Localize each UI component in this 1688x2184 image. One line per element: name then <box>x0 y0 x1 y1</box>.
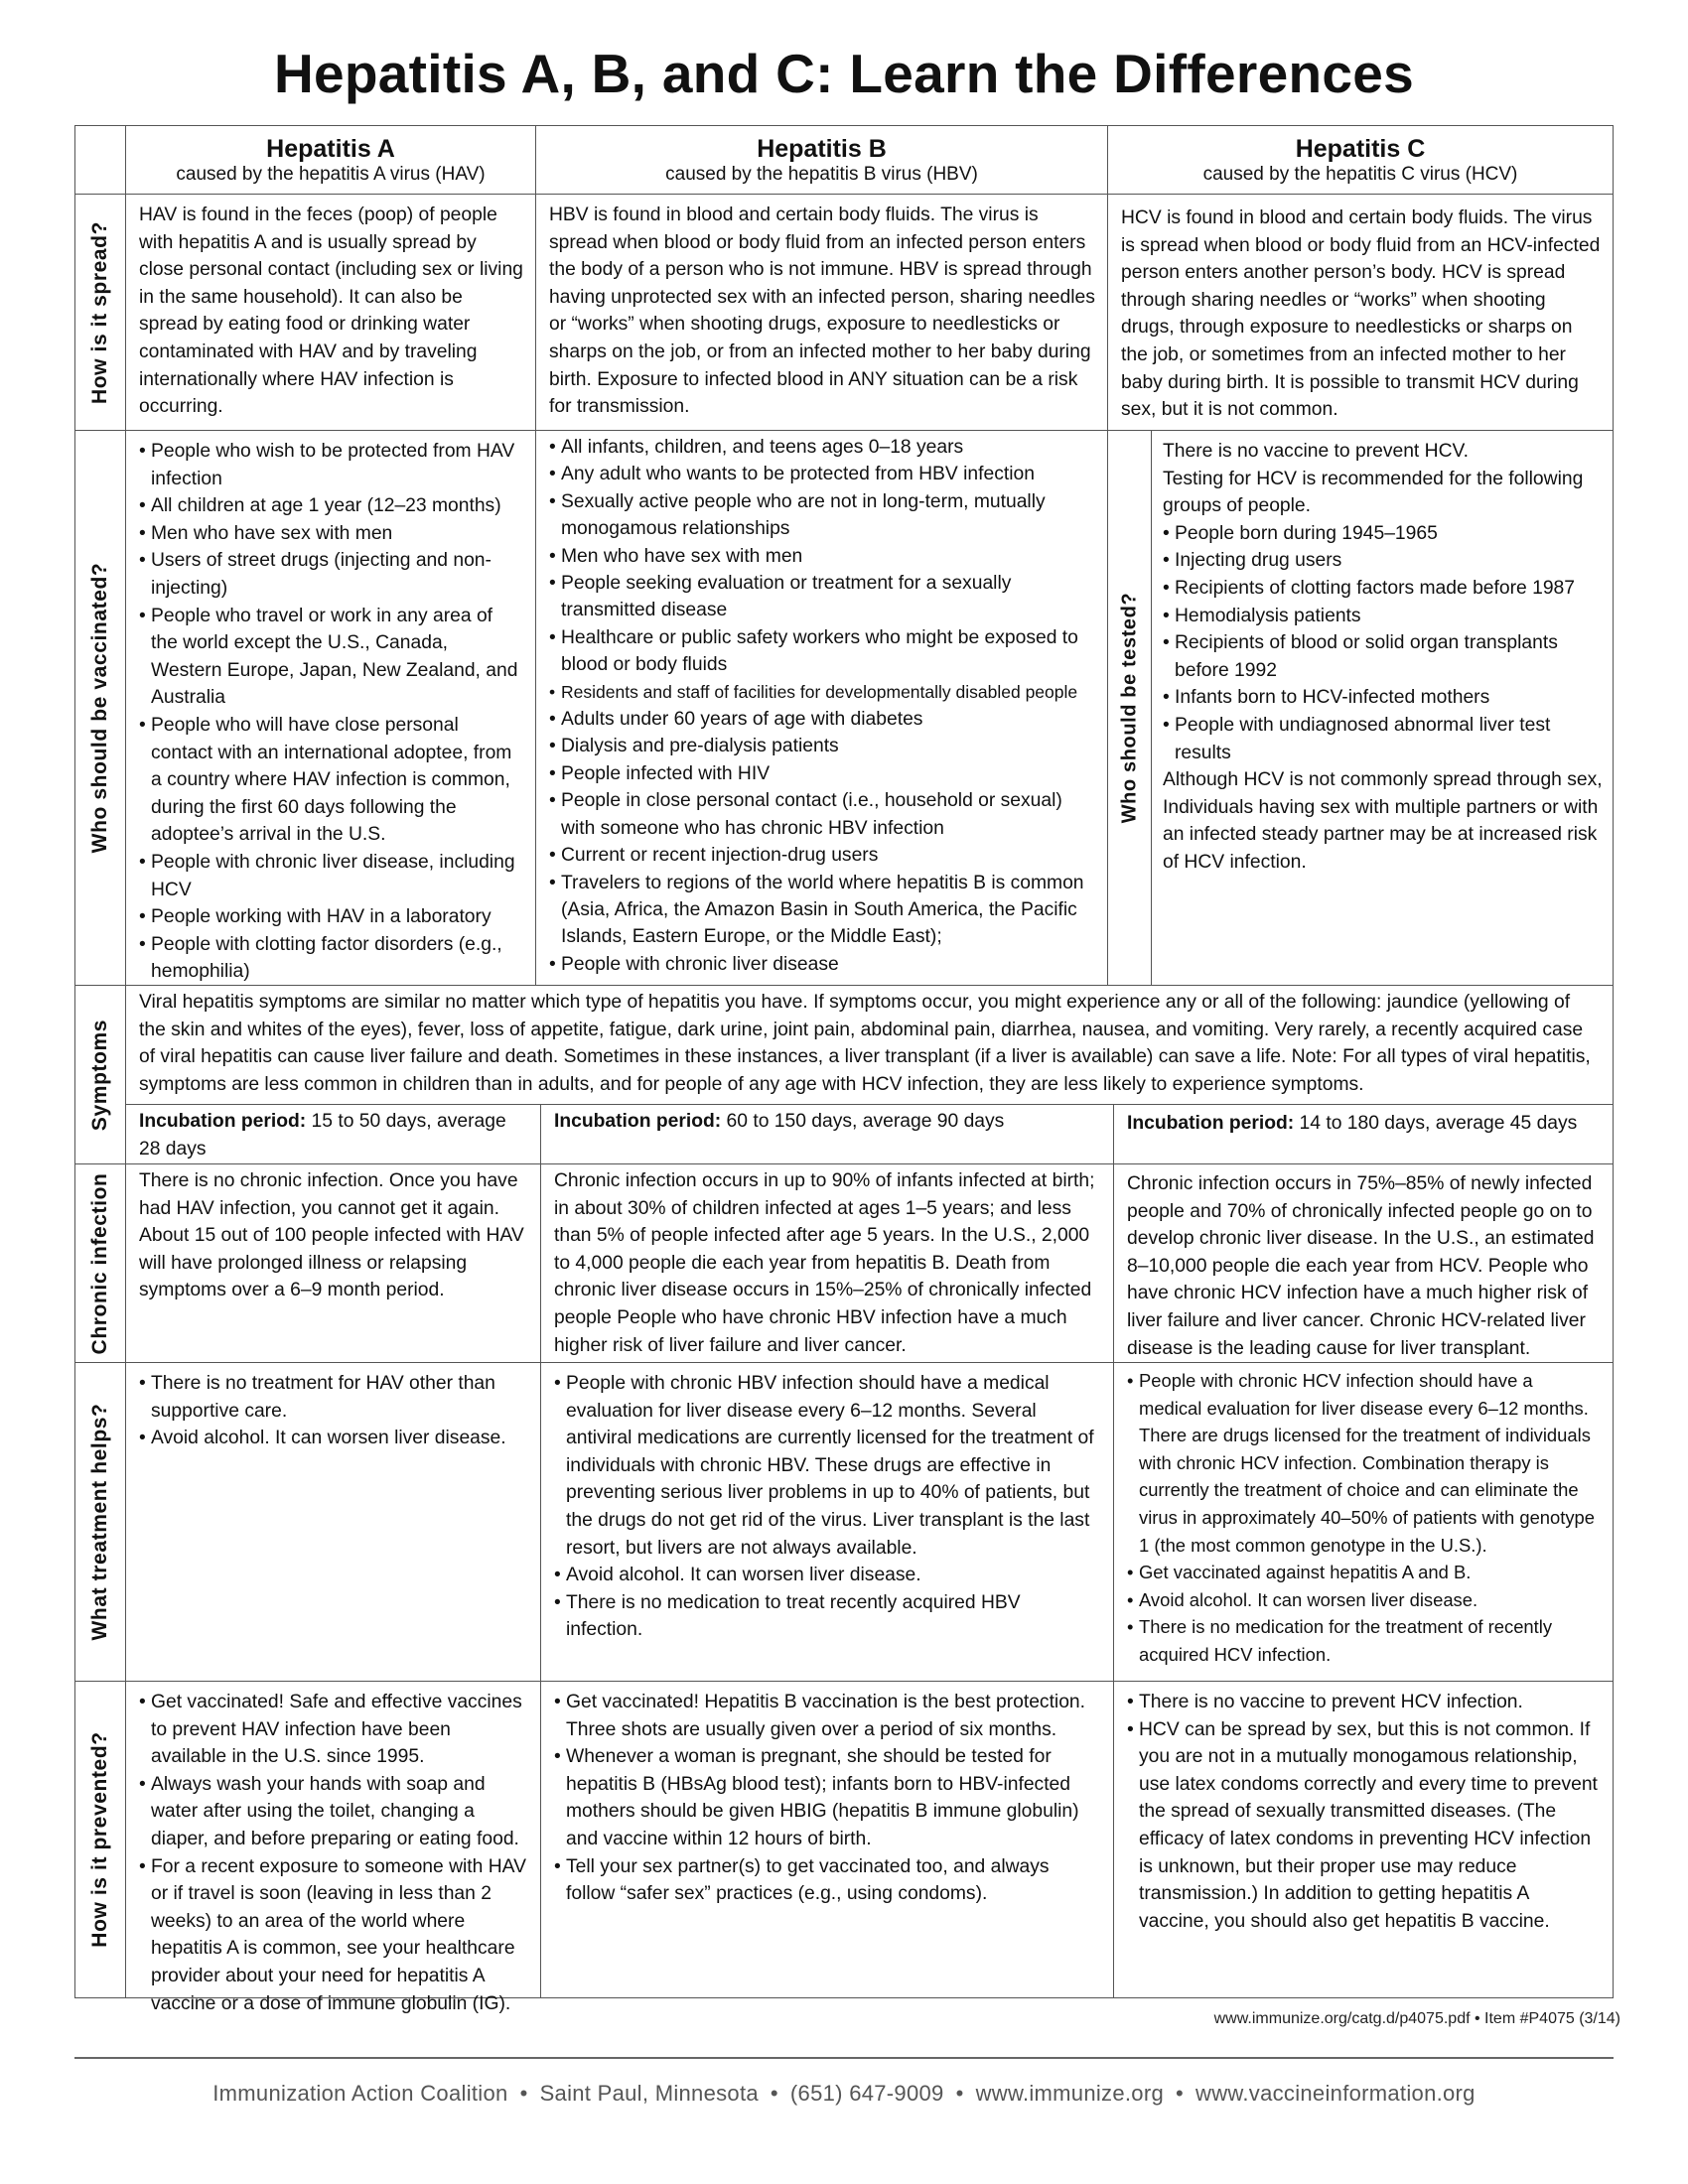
chronic-hep-b: Chronic infection occurs in up to 90% of infants infected at birth; in about 30% of children infected at ages 1–5 years; and less than 5% of people infected after age 5 years. In the U.S., 2,000 to 4,000 people die each year from hepatitis B. Death from chronic liver disease occurs in 15%–25% of chronically infected people People who have chronic HBV infection have a much higher risk of liver failure and liver cancer. <box>540 1163 1114 1363</box>
chronic-hep-a: There is no chronic infection. Once you have had HAV infection, you cannot get it again. About 15 out of 100 people infected with HAV will have prolonged illness or relapsing symptoms over a 6–9 month period. <box>125 1163 541 1363</box>
column-header-hep-b <box>535 125 1108 195</box>
sub-label-tested: Who should be tested? <box>1107 430 1152 986</box>
list-item: • There is no medication to treat recently acquired HBV infection. <box>554 1589 1101 1644</box>
list-item: • People with undiagnosed abnormal liver test results <box>1163 712 1605 766</box>
list-item: • Residents and staff of facilities for developmentally disabled people <box>549 679 1095 706</box>
list-item: • There is no medication for the treatment of recently acquired HCV infection. <box>1127 1613 1601 1668</box>
list-item: • Recipients of clotting factors made before 1987 <box>1163 575 1605 603</box>
column-title: Hepatitis C <box>1295 135 1426 163</box>
prevented-hep-c <box>1113 1681 1614 1998</box>
tested-intro: Testing for HCV is recommended for the following groups of people. <box>1163 468 1584 517</box>
list-item: • Sexually active people who are not in long-term, mutually monogamous relationships <box>549 488 1095 543</box>
vaccinated-hep-a <box>125 430 536 986</box>
list-item: • Infants born to HCV-infected mothers <box>1163 684 1605 712</box>
list-item: • People with chronic HBV infection should have a medical evaluation for liver disease every 6–12 months. Several antiviral medications are currently licensed for the treatment of individuals with chronic HBV. These drugs are effective in preventing serious liver problems in up to 40% of patients, but the drugs do not get rid of the virus. Liver transplant is the last resort, but livers are not always available. <box>554 1370 1101 1562</box>
list-item: • Get vaccinated! Hepatitis B vaccination is the best protection. Three shots are usually given over a period of six months. <box>554 1689 1101 1743</box>
treatment-hep-a <box>125 1362 541 1682</box>
list-item: • Avoid alcohol. It can worsen liver disease. <box>554 1562 1101 1589</box>
organization-name: Immunization Action Coalition <box>212 2081 508 2106</box>
list-item: • People who wish to be protected from HAV infection <box>139 438 523 492</box>
list-item: • Get vaccinated! Safe and effective vaccines to prevent HAV infection have been available in the U.S. since 1995. <box>139 1689 528 1771</box>
list-item: • People with clotting factor disorders (e.g., hemophilia) <box>139 931 523 986</box>
column-header-hep-c <box>1107 125 1614 195</box>
list-item: • Dialysis and pre-dialysis patients <box>549 733 1095 759</box>
list-item: • Travelers to regions of the world where hepatitis B is common (Asia, Africa, the Amazon Basin in South America, the Pacific Islands, Eastern Europe, or the Middle East); <box>549 870 1095 951</box>
list-item: • Avoid alcohol. It can worsen liver disease. <box>139 1425 528 1452</box>
list-item: • People working with HAV in a laboratory <box>139 903 523 931</box>
footer-contact-line: Immunization Action Coalition • Saint Paul, Minnesota • (651) 647-9009 • www.immunize.org • www.vaccineinformation.org <box>212 2081 1476 2106</box>
list-item: • Any adult who wants to be protected from HBV infection <box>549 461 1095 487</box>
list-item: • Avoid alcohol. It can worsen liver disease. <box>1127 1586 1601 1614</box>
list-item: • People seeking evaluation or treatment for a sexually transmitted disease <box>549 570 1095 624</box>
list-item: • All infants, children, and teens ages 0–18 years <box>549 434 1095 461</box>
list-item: • People infected with HIV <box>549 760 1095 787</box>
list-item: • People with chronic HCV infection should have a medical evaluation for liver disease every 6–12 months. There are drugs licensed for the treatment of individuals with chronic HCV infection. Combination therapy is currently the treatment of choice and can eliminate the virus in approximately 40–50% of patients with genotype 1 (the most common genotype in the U.S.). <box>1127 1367 1601 1559</box>
tested-hep-c <box>1151 430 1614 986</box>
list-item: • People who travel or work in any area of the world except the U.S., Canada, Western Europe, Japan, New Zealand, and Australia <box>139 603 523 712</box>
symptoms-text: Viral hepatitis symptoms are similar no matter which type of hepatitis you have. If symptoms occur, you might experience any or all of the following: jaundice (yellowing of the skin and whites of the eyes), fever, loss of appetite, fatigue, dark urine, joint pain, abdominal pain, diarrhea, nausea, and vomiting. Very rarely, a recently acquired case of viral hepatitis can cause liver failure and death. Sometimes in these instances, a liver transplant (if a liver is available) can save a life. Note: For all types of viral hepatitis, symptoms are less common in children than in adults, and for people of any age with HCV infection, they are less likely to experience symptoms. <box>125 985 1614 1105</box>
website-link[interactable]: www.vaccineinformation.org <box>1196 2081 1476 2106</box>
list-item: • Tell your sex partner(s) to get vaccinated too, and always follow “safer sex” practices (e.g., using condoms). <box>554 1853 1101 1908</box>
row-label-vaccinated: Who should be vaccinated? <box>74 430 126 986</box>
list-item: • People born during 1945–1965 <box>1163 520 1605 548</box>
list-item: • Users of street drugs (injecting and non-injecting) <box>139 547 523 602</box>
column-subtitle: caused by the hepatitis A virus (HAV) <box>176 164 486 185</box>
tested-intro: There is no vaccine to prevent HCV. <box>1163 441 1469 462</box>
prevented-hep-a <box>125 1681 541 2014</box>
document-url-and-item-number: www.immunize.org/catg.d/p4075.pdf • Item #P4075 (3/14) <box>1213 2010 1620 2027</box>
list-item: • HCV can be spread by sex, but this is not common. If you are not in a mutually monogamous relationship, use latex condoms correctly and every time to prevent the spread of sexually transmitted diseases. (The efficacy of latex condoms in preventing HCV infection is unknown, but their proper use may reduce transmission.) In addition to getting hepatitis A vaccine, you should also get hepatitis B vaccine. <box>1127 1716 1601 1936</box>
column-title: Hepatitis A <box>266 135 395 163</box>
spread-hep-a: HAV is found in the feces (poop) of people with hepatitis A and is usually spread by close personal contact (including sex or living in the same household). It can also be spread by eating food or drinking water contaminated with HAV and by traveling internationally where HAV infection is occurring. <box>125 194 536 431</box>
list-item: • Men who have sex with men <box>549 543 1095 570</box>
incubation-value: 15 to 50 days, average 28 days <box>139 1111 506 1160</box>
list-item: • Injecting drug users <box>1163 547 1605 575</box>
city: Saint Paul, Minnesota <box>539 2081 759 2106</box>
list-item: • There is no treatment for HAV other than supportive care. <box>139 1370 528 1425</box>
incubation-value: 60 to 150 days, average 90 days <box>726 1111 1005 1132</box>
page-title: Hepatitis A, B, and C: Learn the Differences <box>273 43 1415 104</box>
header-corner <box>74 125 126 195</box>
row-label-treatment: What treatment helps? <box>74 1362 126 1682</box>
row-label-prevented: How is it prevented? <box>74 1681 126 1998</box>
prevented-hep-b <box>540 1681 1114 1998</box>
list-item: • Healthcare or public safety workers who might be exposed to blood or body fluids <box>549 624 1095 679</box>
spread-hep-c: HCV is found in blood and certain body fluids. The virus is spread when blood or body fluid from an HCV-infected person enters another person’s body. HCV is spread through sharing needles or “works” when shooting drugs, through exposure to needlesticks or sharps on the job, or sometimes from an infected mother to her baby during birth. It is possible to transmit HCV during sex, but it is not common. <box>1107 194 1614 431</box>
list-item: • Always wash your hands with soap and water after using the toilet, changing a diaper, and before preparing or eating food. <box>139 1771 528 1853</box>
list-item: • People with chronic liver disease, including HCV <box>139 849 523 903</box>
column-subtitle: caused by the hepatitis B virus (HBV) <box>665 164 978 185</box>
treatment-hep-c <box>1113 1362 1614 1682</box>
column-subtitle: caused by the hepatitis C virus (HCV) <box>1202 164 1518 185</box>
list-item: • Adults under 60 years of age with diabetes <box>549 706 1095 733</box>
spread-hep-b: HBV is found in blood and certain body fluids. The virus is spread when blood or body fluid from an infected person enters the body of a person who is not immune. HBV is spread through having unprotected sex with an infected person, sharing needles or “works” when shooting drugs, exposure to needlesticks or sharps on the job, or from an infected mother to her baby during birth. Exposure to infected blood in ANY situation can be a risk for transmission. <box>535 194 1108 431</box>
row-label-chronic: Chronic infection <box>74 1163 126 1363</box>
list-item: • For a recent exposure to someone with HAV or if travel is soon (leaving in less than 2 weeks) to an area of the world where hepatitis A is common, see your healthcare provider about your need for hepatitis A vaccine or a dose of immune globulin (IG). <box>139 1853 528 2018</box>
list-item: • Hemodialysis patients <box>1163 603 1605 630</box>
incubation-label: Incubation period: <box>139 1111 307 1132</box>
column-header-hep-a <box>125 125 536 195</box>
incubation-label: Incubation period: <box>1127 1113 1295 1134</box>
website-link[interactable]: www.immunize.org <box>975 2081 1164 2106</box>
column-title: Hepatitis B <box>757 135 887 163</box>
treatment-hep-b <box>540 1362 1114 1682</box>
list-item: • Recipients of blood or solid organ transplants before 1992 <box>1163 629 1605 684</box>
chronic-hep-c: Chronic infection occurs in 75%–85% of newly infected people and 70% of chronically infected people go on to develop chronic liver disease. In the U.S., an estimated 8–10,000 people die each year from HCV. People who have chronic HCV infection have a much higher risk of liver failure and liver cancer. Chronic HCV-related liver disease is the leading cause for liver transplant. <box>1113 1163 1614 1363</box>
incubation-label: Incubation period: <box>554 1111 722 1132</box>
list-item: • Men who have sex with men <box>139 520 523 548</box>
list-item: • Current or recent injection-drug users <box>549 842 1095 869</box>
list-item: • All children at age 1 year (12–23 months) <box>139 492 523 520</box>
incubation-value: 14 to 180 days, average 45 days <box>1299 1113 1578 1134</box>
list-item: • People in close personal contact (i.e., household or sexual) with someone who has chronic HBV infection <box>549 787 1095 842</box>
list-item: • Get vaccinated against hepatitis A and B. <box>1127 1559 1601 1586</box>
list-item: • People who will have close personal contact with an international adoptee, from a country where HAV infection is common, during the first 60 days following the adoptee’s arrival in the U.S. <box>139 712 523 849</box>
list-item: • There is no vaccine to prevent HCV infection. <box>1127 1689 1601 1716</box>
incubation-hep-c <box>1113 1104 1614 1164</box>
row-label-spread: How is it spread? <box>74 194 126 431</box>
list-item: • People with chronic liver disease <box>549 951 1095 978</box>
footer-divider <box>74 2057 1614 2059</box>
incubation-hep-a <box>125 1104 541 1164</box>
vaccinated-hep-b <box>535 430 1108 986</box>
list-item: • Whenever a woman is pregnant, she should be tested for hepatitis B (HBsAg blood test); infants born to HBV-infected mothers should be given HBIG (hepatitis B immune globulin) and vaccine within 12 hours of birth. <box>554 1743 1101 1852</box>
incubation-hep-b <box>540 1104 1114 1164</box>
row-label-symptoms: Symptoms <box>74 985 126 1164</box>
phone: (651) 647-9009 <box>789 2081 944 2106</box>
tested-outro: Although HCV is not commonly spread through sex, Individuals having sex with multiple partners or with an infected steady partner may be at increased risk of HCV infection. <box>1163 769 1603 873</box>
